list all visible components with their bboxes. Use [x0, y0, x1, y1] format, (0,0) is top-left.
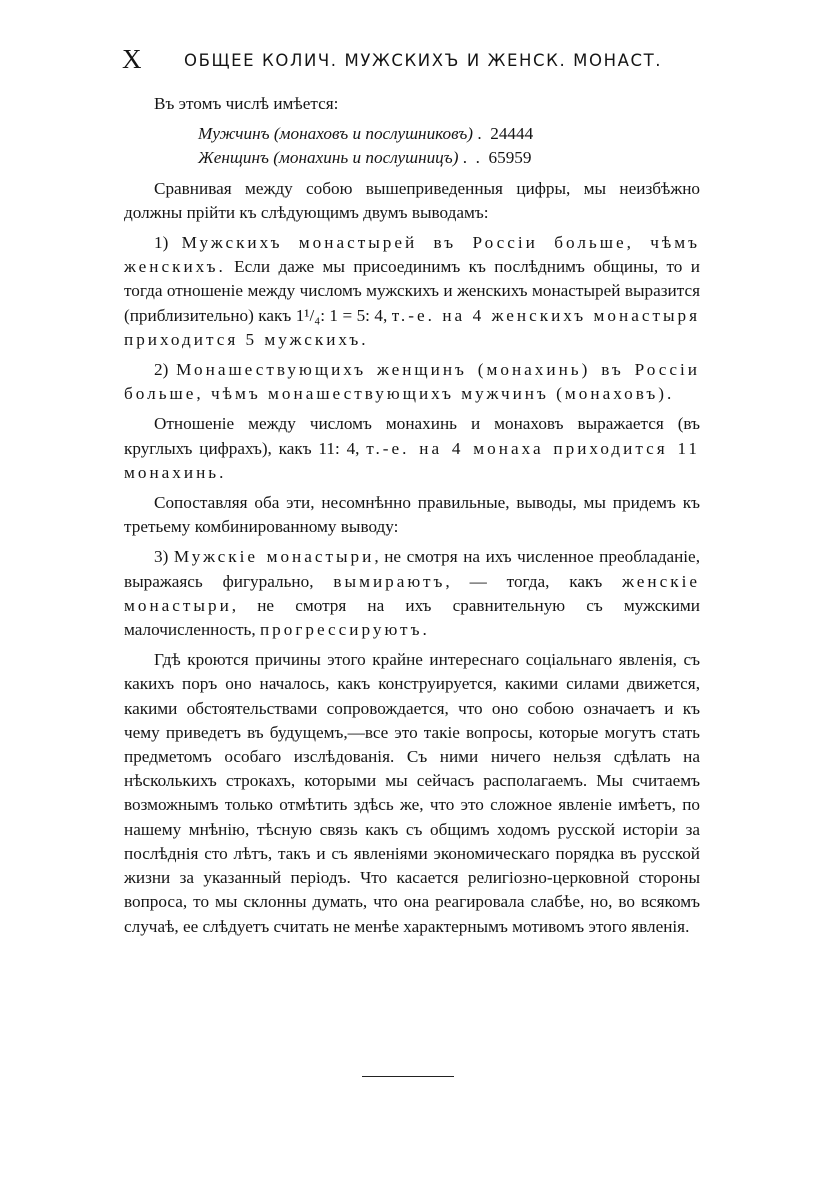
count-label: Женщинъ (монахинь и послушницъ)	[198, 148, 459, 168]
end-rule	[362, 1076, 454, 1077]
body-text: , — тогда, какъ	[445, 571, 623, 591]
list-marker: 1)	[154, 233, 182, 253]
spaced-text: женскіе монастыри	[124, 571, 700, 615]
paragraph-conclusion-2	[124, 358, 700, 406]
spaced-text: вымираютъ	[333, 571, 446, 591]
list-marker: 3)	[154, 547, 174, 567]
page-number: X	[122, 44, 143, 74]
paragraph-ratio	[124, 412, 700, 485]
count-leader: .	[473, 124, 482, 144]
paragraph-comparison: Сравнивая между собою вышеприведенныя цифры, мы неизбѣжно должны прійти къ слѣдующимъ двумъ выводамъ:	[124, 178, 700, 222]
spaced-text: т.-е. на 4 монаха приходится 11 монахинь.	[124, 438, 700, 482]
spaced-text: прогрессируютъ.	[259, 620, 430, 640]
paragraph-causes: Гдѣ кроются причины этого крайне интереснаго соціальнаго явленія, съ какихъ поръ оно началось, какъ конструируется, какими силами движется, какими обстоятельствами сопровождается, что оно собою означаетъ и къ чему приведетъ въ будущемъ,—все это такіе вопросы, которые могутъ стать предметомъ особаго изслѣдованія. Съ ними ничего нельзя сдѣлать на нѣсколькихъ строкахъ, которыми мы сейчасъ располагаемъ. Мы считаемъ возможнымъ только отмѣтить здѣсь же, что это сложное явленіе имѣетъ, по нашему мнѣнію, тѣсную связь какъ съ общимъ ходомъ русской исторіи за послѣднія сто лѣтъ, такъ и съ явленіями экономическаго порядка въ русской жизни за указанный періодъ. Что касается религіозно-церковной стороны вопроса, то мы склонны думать, что она реагировала слабѣе, но, во всякомъ случаѣ, ее слѣдуетъ считать не менѣе характернымъ мотивомъ этого явленія.	[124, 650, 700, 936]
list-marker: 2)	[154, 360, 177, 380]
count-leader: . .	[458, 148, 480, 168]
paragraph-conclusion-3	[124, 545, 700, 642]
spaced-text: Монашествующихъ женщинъ (монахинь) въ Россіи больше, чѣмъ монашествующихъ мужчинъ (монаховъ).	[124, 360, 700, 404]
counts-block	[198, 122, 700, 170]
spaced-text: т.-е. на 4 женскихъ монастыря приходится 5 мужскихъ.	[124, 305, 701, 349]
count-row-women	[198, 146, 700, 170]
body-text: Отношеніе между числомъ монахинь и монаховъ выражается (въ круглыхъ цифрахъ), какъ 11: 4,	[124, 414, 700, 458]
running-head: ОБЩЕЕ КОЛИЧ. МУЖСКИХЪ И ЖЕНСК. МОНАСТ.	[184, 51, 663, 70]
paragraph-combined: Сопоставляя оба эти, несомнѣнно правильные, выводы, мы придемъ къ третьему комбинированному выводу:	[124, 493, 700, 537]
page-body	[124, 92, 700, 939]
count-value: 65959	[488, 148, 532, 168]
count-value: 24444	[490, 124, 534, 144]
spaced-text: Мужскихъ монастырей въ Россіи больше, чѣмъ женскихъ.	[124, 233, 700, 277]
intro-line: Въ этомъ числѣ имѣется:	[154, 94, 339, 113]
count-row-men	[198, 122, 700, 146]
paragraph-conclusion-1	[124, 231, 700, 352]
spaced-text: Мужскіе монастыри	[173, 547, 375, 567]
body-text: , не смотря на ихъ численное преобладаніе, выражаясь фигурально,	[124, 547, 700, 591]
body-text: , не смотря на ихъ сравнительную съ мужскими малочисленность,	[124, 595, 700, 640]
page-header	[122, 44, 752, 80]
count-label: Мужчинъ (монаховъ и послушниковъ)	[198, 124, 474, 144]
body-text: Если даже мы присоединимъ къ послѣднимъ общины, то и тогда отношеніе между числомъ мужскихъ и женскихъ монастырей выразится (приблизительно) какъ 1¹/₄: 1 = 5: 4,	[124, 257, 700, 325]
